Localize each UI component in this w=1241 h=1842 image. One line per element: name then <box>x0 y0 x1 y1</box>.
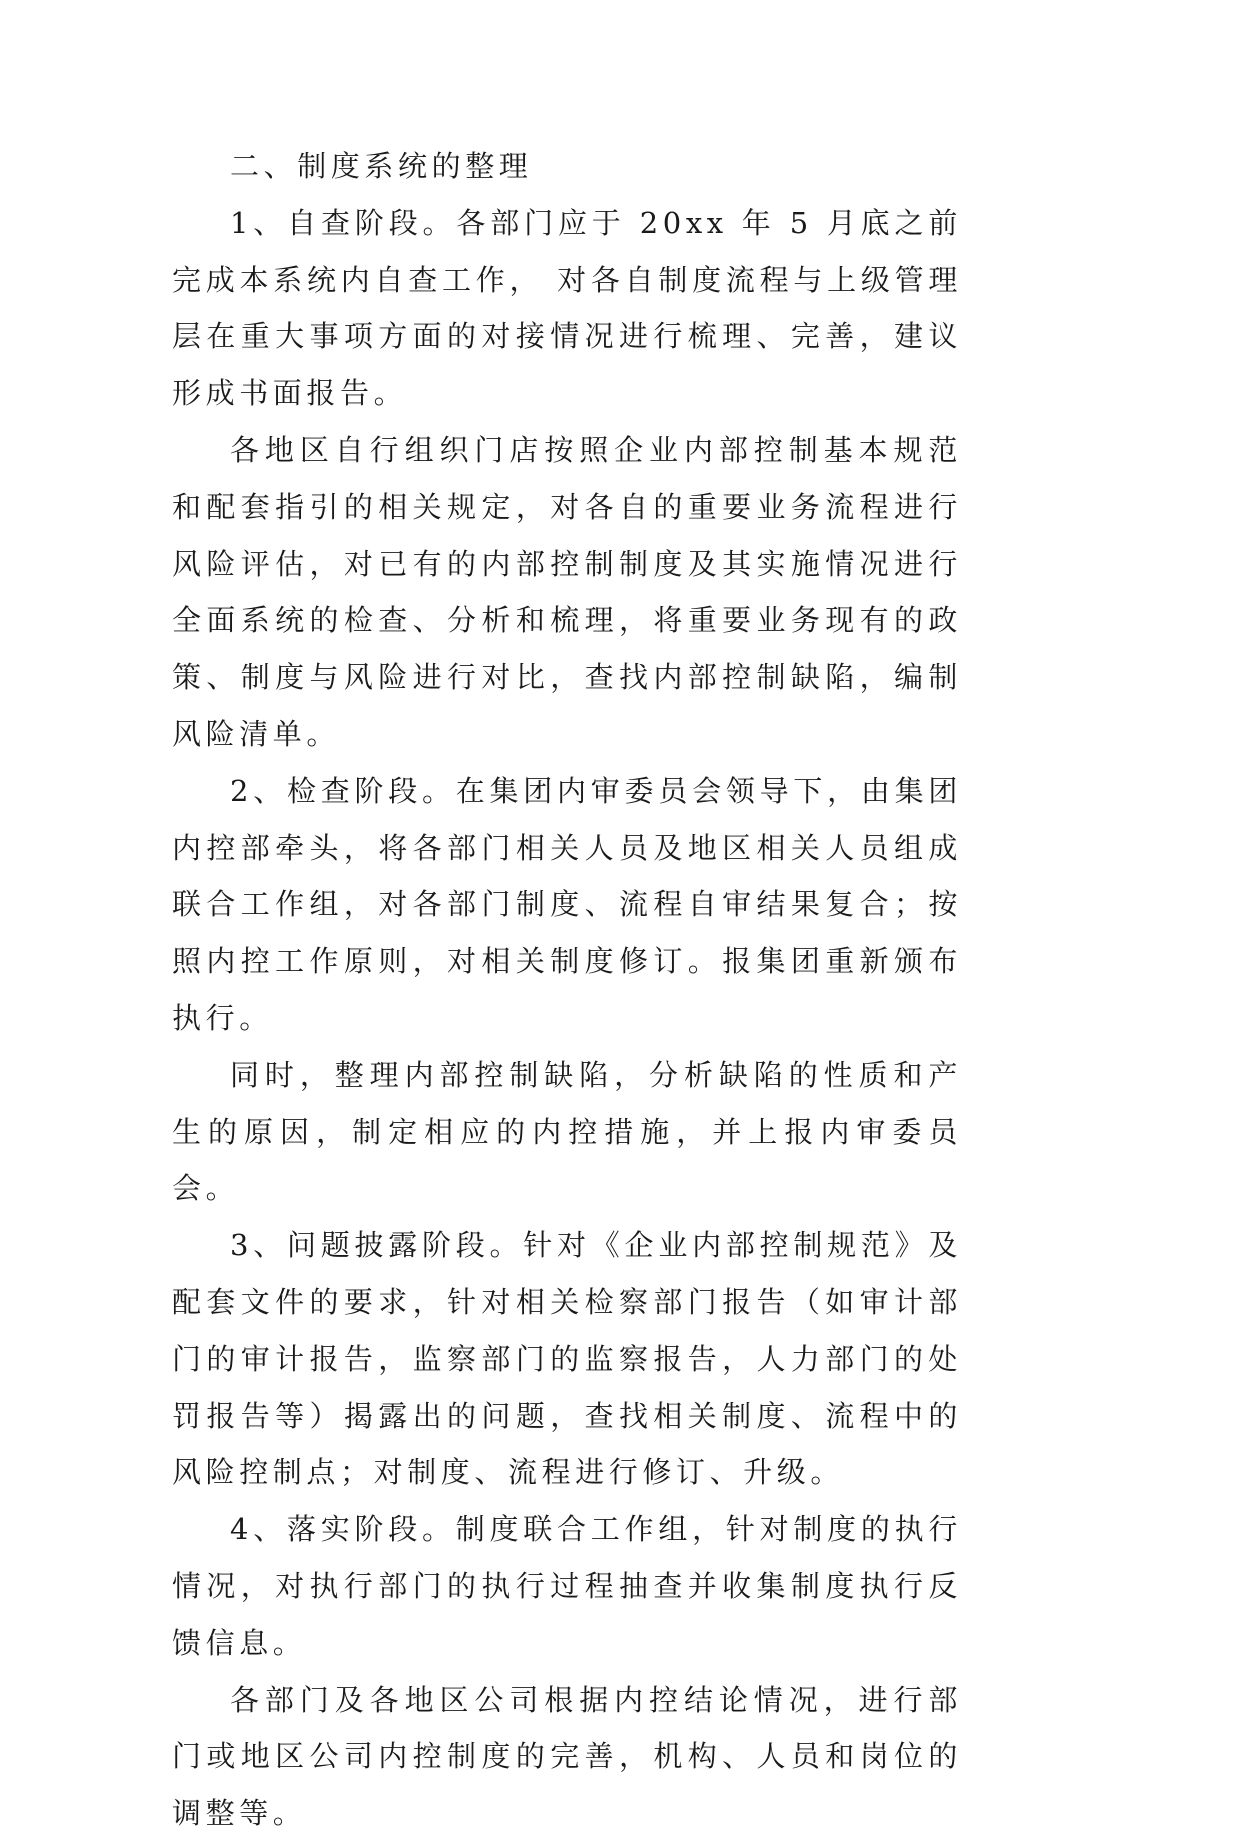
paragraph-inspection: 2、检查阶段。在集团内审委员会领导下，由集团内控部牵头，将各部门相关人员及地区相关人员组成联合工作组，对各部门制度、流程自审结果复合；按照内控工作原则，对相关制度修订。报集团重新颁布执行。 <box>172 773 962 1035</box>
paragraph-defect-analysis: 同时，整理内部控制缺陷，分析缺陷的性质和产生的原因，制定相应的内控措施，并上报内审委员会。 <box>172 1057 962 1206</box>
section-heading: 二、制度系统的整理 <box>230 149 533 183</box>
paragraph-implementation: 4、落实阶段。制度联合工作组，针对制度的执行情况，对执行部门的执行过程抽查并收集制度执行反馈信息。 <box>172 1512 962 1660</box>
paragraph-improvement: 各部门及各地区公司根据内控结论情况，进行部门或地区公司内控制度的完善，机构、人员和岗位的调整等。 <box>172 1682 962 1831</box>
paragraph-disclosure: 3、问题披露阶段。针对《企业内部控制规范》及配套文件的要求，针对相关检察部门报告（如审计部门的审计报告，监察部门的监察报告，人力部门的处罚报告等）揭露出的问题，查找相关制度、流程中的风险控制点；对制度、流程进行修订、升级。 <box>172 1228 962 1490</box>
paragraph-regional-review: 各地区自行组织门店按照企业内部控制基本规范和配套指引的相关规定，对各自的重要业务流程进行风险评估，对已有的内部控制制度及其实施情况进行全面系统的检查、分析和梳理，将重要业务现有的政策、制度与风险进行对比，查找内部控制缺陷，编制风险清单。 <box>172 432 962 751</box>
document-page <box>172 138 962 1842</box>
paragraph-self-check: 1、自查阶段。各部门应于 20xx 年 5 月底之前完成本系统内自查工作， 对各自制度流程与上级管理层在重大事项方面的对接情况进行梳理、完善，建议形成书面报告。 <box>172 205 962 411</box>
